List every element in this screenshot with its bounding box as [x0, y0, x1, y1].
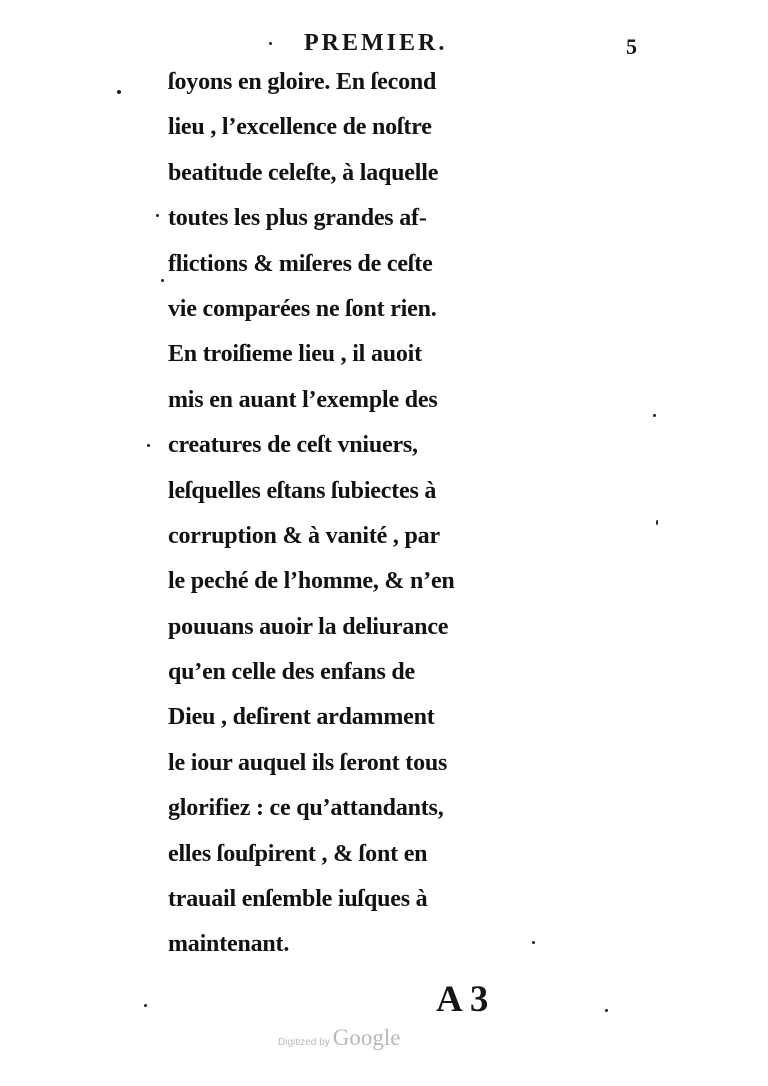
scan-speck [269, 42, 272, 45]
signature-mark: A 3 [436, 979, 489, 1020]
scan-speck [656, 520, 658, 525]
text-line: leſquelles eſtans ſubiectes à [168, 477, 437, 504]
running-title: PREMIER. [304, 30, 448, 56]
text-line: vie comparées ne ſont rien. [168, 295, 437, 322]
text-line: En troiſieme lieu , il auoit [168, 341, 422, 368]
scan-speck [144, 1004, 147, 1007]
scan-speck [147, 444, 150, 447]
scan-speck [532, 941, 535, 944]
text-line: pouuans auoir la deliurance [168, 613, 449, 640]
text-line: le iour auquel ils ſeront tous [168, 749, 448, 776]
scan-speck [117, 90, 121, 94]
text-line: glorifiez : ce qu’attandants, [168, 795, 444, 822]
scan-speck [156, 214, 159, 217]
body-text [168, 60, 648, 968]
text-line: flictions & miſeres de ceſte [168, 250, 433, 277]
running-head [0, 30, 768, 60]
scan-speck [653, 414, 656, 417]
scan-speck [605, 1009, 608, 1012]
text-line: qu’en celle des enfans de [168, 659, 416, 686]
text-line: mis en auant l’exemple des [168, 386, 438, 413]
text-line: creatures de ceſt vniuers, [168, 432, 418, 459]
text-line: Dieu , deſirent ardamment [168, 704, 435, 731]
page-number: 5 [626, 34, 637, 59]
text-line: trauail enſemble iuſques à [168, 886, 428, 913]
text-line: ſoyons en gloire. En ſecond [168, 69, 437, 95]
text-line: maintenant. [168, 931, 290, 958]
text-line: beatitude celeſte, à laquelle [168, 159, 439, 186]
watermark-brand: Google [332, 1025, 401, 1050]
text-line: corruption & à vanité , par [168, 522, 440, 549]
text-line: le peché de l’homme, & n’en [168, 568, 455, 595]
text-line: elles ſouſpirent , & ſont en [168, 840, 428, 867]
watermark-prefix: Digitized by [278, 1037, 330, 1048]
text-line: lieu , l’excellence de noſtre [168, 114, 432, 141]
scan-speck [161, 279, 164, 282]
text-line: toutes les plus grandes af- [168, 205, 427, 232]
digitization-watermark [278, 1025, 400, 1051]
